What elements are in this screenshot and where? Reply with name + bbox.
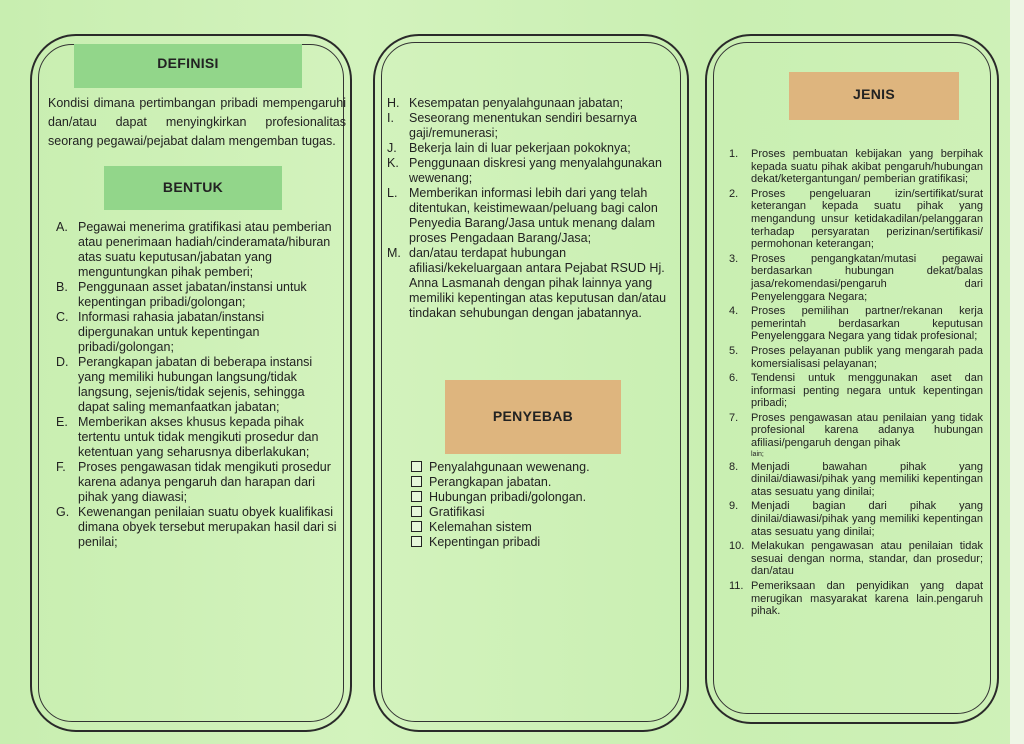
jenis-item-text: Proses pemilihan partner/rekanan kerja pemerintah berdasarkan keputusan Penyelenggara Negara yang tidak profesional; [751, 305, 983, 343]
penyebab-item [411, 460, 641, 475]
jenis-list [729, 148, 983, 620]
bentuk-item-marker: I. [387, 111, 394, 125]
jenis-item-text: Proses pengangkatan/mutasi pegawai berdasarkan hubungan dekat/balas jasa/rekomendasi/pengaruh dari Penyelenggara Negara; [751, 252, 983, 303]
bentuk-item-text: Penggunaan diskresi yang menyalahgunakan wewenang; [409, 156, 662, 185]
penyebab-item [411, 520, 641, 535]
bentuk-item [387, 156, 677, 186]
bentuk-item [387, 186, 677, 246]
penyebab-item-text: Kepentingan pribadi [429, 535, 541, 549]
jenis-item-marker: 3. [729, 252, 739, 265]
jenis-item-text: Proses pengawasan atau penilaian yang tidak profesional karena adanya hubungan afiliasi/pengaruh dengan pihak [751, 411, 983, 450]
jenis-item [729, 305, 983, 343]
bentuk-item-text: Seseorang menentukan sendiri besarnya gaji/remunerasi; [409, 111, 637, 140]
checkbox-icon [411, 506, 422, 517]
jenis-item-marker: 8. [729, 460, 739, 473]
penyebab-item-text: Hubungan pribadi/golongan. [429, 490, 587, 504]
bentuk-item-marker: B. [56, 280, 68, 294]
bentuk-item-text: Proses pengawasan tidak mengikuti prosedur karena adanya pengaruh dan harapan dari pihak yang diawasi; [78, 460, 331, 504]
checkbox-icon [411, 521, 422, 532]
jenis-item-text: Tendensi untuk menggunakan aset dan informasi penting negara untuk kepentingan pribadi; [751, 372, 983, 410]
bentuk-item [56, 355, 338, 415]
bentuk-item-text: Memberikan akses khusus kepada pihak tertentu untuk tidak mengikuti prosedur dan ketentuan yang seharusnya diberlakukan; [78, 415, 319, 459]
penyebab-item [411, 490, 641, 505]
bentuk-list [56, 220, 338, 550]
bentuk-item-text: Bekerja lain di luar pekerjaan pokoknya; [409, 141, 631, 155]
bentuk-item-text: dan/atau terdapat hubungan afiliasi/kekeluargaan antara Pejabat RSUD Hj. Anna Lasmanah dengan pihak lainnya yang memiliki kepentingan atas keputusan dan/atau tindakan sehubungan dengan jabatannya. [409, 246, 667, 320]
checkbox-icon [411, 461, 422, 472]
bentuk-item-marker: C. [56, 310, 69, 324]
jenis-item-text: Pemeriksaan dan penyidikan yang dapat merugikan masyarakat karena lain.pengaruh pihak. [751, 580, 983, 618]
jenis-item-marker: 10. [729, 540, 745, 553]
bentuk-list-continued [387, 96, 677, 321]
bentuk-item-marker: A. [56, 220, 68, 234]
jenis-item [729, 345, 983, 370]
jenis-item-marker: 5. [729, 344, 739, 357]
penyebab-item-text: Penyalahgunaan wewenang. [429, 460, 590, 474]
jenis-item-marker: 4. [729, 305, 739, 318]
bentuk-item-marker: G. [56, 505, 70, 519]
jenis-item [729, 461, 983, 499]
bentuk-item-marker: H. [387, 96, 400, 110]
bentuk-item-text: Memberikan informasi lebih dari yang telah ditentukan, keistimewaan/peluang bagi calon Penyedia Barang/Jasa untuk menang dalam proses Pengadaan Barang/Jasa; [409, 186, 658, 245]
paper-edge [1010, 0, 1024, 744]
bentuk-item-text: Penggunaan asset jabatan/instansi untuk kepentingan pribadi/golongan; [78, 280, 307, 309]
jenis-item [729, 372, 983, 410]
bentuk-item [56, 460, 338, 505]
jenis-item-text: Proses pelayanan publik yang mengarah pada komersialisasi pelayanan; [751, 344, 983, 370]
penyebab-title: PENYEBAB [445, 380, 621, 454]
bentuk-title: BENTUK [104, 166, 282, 210]
jenis-item-marker: 6. [729, 372, 739, 385]
bentuk-item-marker: D. [56, 355, 69, 369]
jenis-item-marker: 9. [729, 500, 739, 513]
bentuk-item-marker: L. [387, 186, 398, 200]
penyebab-item [411, 505, 641, 520]
jenis-item [729, 188, 983, 251]
definisi-title: DEFINISI [74, 44, 302, 88]
penyebab-item-text: Gratifikasi [429, 505, 485, 519]
bentuk-item [56, 280, 338, 310]
bentuk-item-text: Informasi rahasia jabatan/instansi dipergunakan untuk kepentingan pribadi/golongan; [78, 310, 265, 354]
definisi-text: Kondisi dimana pertimbangan pribadi mempengaruhi dan/atau dapat menyingkirkan profesionalitas seorang pegawai/pejabat dalam mengemban tugas. [48, 96, 346, 148]
panel-definisi-bentuk [30, 34, 352, 732]
bentuk-item [56, 310, 338, 355]
bentuk-item-text: Kesempatan penyalahgunaan jabatan; [409, 96, 624, 110]
bentuk-item [56, 415, 338, 460]
bentuk-item-text: Perangkapan jabatan di beberapa instansi yang memiliki hubungan langsung/tidak langsung, sejenis/tidak sejenis, sehingga dapat saling memanfaatkan jabatan; [78, 355, 313, 414]
jenis-item [729, 540, 983, 578]
jenis-item [729, 253, 983, 303]
bentuk-item-marker: M. [387, 246, 401, 260]
jenis-item-text: Menjadi bagian dari pihak yang dinilai/diawasi/pihak yang memiliki kepentingan atas sesuatu yang dinilai; [751, 500, 983, 538]
penyebab-item [411, 535, 641, 550]
jenis-item [729, 500, 983, 538]
jenis-item-marker: 1. [729, 148, 739, 160]
jenis-item [729, 148, 983, 186]
bentuk-item [387, 111, 677, 141]
bentuk-item [387, 246, 677, 321]
penyebab-item [411, 475, 641, 490]
jenis-item-marker: 11. [729, 580, 744, 592]
jenis-item-tail: lain; [751, 450, 764, 458]
bentuk-item-text: Pegawai menerima gratifikasi atau pemberian atau penerimaan hadiah/cinderamata/hiburan atas suatu keputusan/jabatan yang menguntungkan pihak pemberi; [78, 220, 332, 279]
jenis-item-text: Menjadi bawahan pihak yang dinilai/diawasi/pihak yang memiliki kepentingan atas sesuatu yang dinilai; [751, 460, 983, 498]
bentuk-item-marker: F. [56, 460, 66, 474]
checkbox-icon [411, 476, 422, 487]
panel-jenis [705, 34, 999, 724]
bentuk-item-marker: J. [387, 141, 397, 155]
jenis-item-text: Proses pengeluaran izin/sertifikat/surat keterangan kepada suatu pihak yang mengandung unsur ketidakadilan/pelanggaran terhadap persyaratan perizinan/sertifikasi/ permohonan keterangan; [751, 187, 983, 251]
bentuk-item [387, 141, 677, 156]
bentuk-item-marker: E. [56, 415, 68, 429]
panel-bentuk-penyebab [373, 34, 689, 732]
jenis-item-marker: 2. [729, 187, 739, 200]
jenis-item-marker: 7. [729, 411, 739, 424]
checkbox-icon [411, 536, 422, 547]
bentuk-item-text: Kewenangan penilaian suatu obyek kualifikasi dimana obyek tersebut merupakan hasil dari si penilai; [78, 505, 337, 549]
penyebab-item-text: Kelemahan sistem [429, 520, 532, 534]
jenis-item [729, 580, 983, 618]
checkbox-icon [411, 491, 422, 502]
jenis-item [729, 412, 983, 459]
bentuk-item [56, 505, 338, 550]
penyebab-item-text: Perangkapan jabatan. [429, 475, 552, 489]
jenis-title: JENIS [789, 72, 959, 120]
bentuk-item [56, 220, 338, 280]
jenis-item-text: Proses pembuatan kebijakan yang berpihak kepada suatu pihak akibat pengaruh/hubungan dekat/ketergantungan/ pemberian gratifikasi; [751, 148, 983, 186]
bentuk-item [387, 96, 677, 111]
bentuk-item-marker: K. [387, 156, 399, 170]
jenis-item-text: Melakukan pengawasan atau penilaian tidak sesuai dengan norma, standar, dan prosedur; dan/atau [751, 540, 983, 578]
penyebab-list [411, 460, 641, 550]
